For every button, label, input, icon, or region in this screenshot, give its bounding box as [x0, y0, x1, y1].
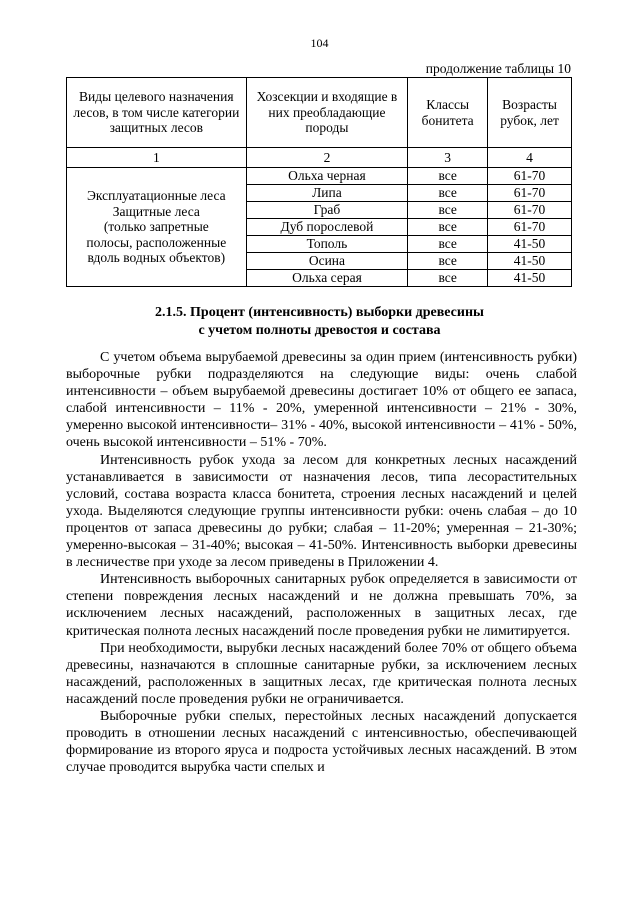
species-cell: Дуб порослевой	[246, 219, 408, 236]
section-heading-line: с учетом полноты древостоя и состава	[198, 323, 441, 338]
paragraph: Интенсивность выборочных санитарных рубок определяется в зависимости от степени повреждения лесных насаждений и не должна превышать 70%, за исключением лесных насаждений, расположенных в защитных лесах, где критическая полнота лесных насаждений после проведения рубки не лимитируется.	[66, 572, 577, 639]
age-cell: 61-70	[488, 168, 572, 185]
species-cell: Осина	[246, 253, 408, 270]
bonitet-cell: все	[408, 253, 488, 270]
species-cell: Ольха черная	[246, 168, 408, 185]
column-number-row	[67, 148, 572, 168]
age-cell: 61-70	[488, 185, 572, 202]
header-purpose: Виды целевого назначения лесов, в том числе категории защитных лесов	[67, 78, 247, 148]
category-line: (только запретные	[103, 219, 209, 235]
age-cell: 41-50	[488, 270, 572, 287]
forest-category-cell	[67, 168, 247, 287]
species-cell: Липа	[246, 185, 408, 202]
forest-table	[66, 77, 572, 287]
species-cell: Граб	[246, 202, 408, 219]
paragraph: Выборочные рубки спелых, перестойных лесных насаждений допускается проводить в отношении лесных насаждений с интенсивностью, обеспечивающей формирование из второго яруса и подроста устойчивых лесных насаждений. В этом случае проводится вырубка части спелых и	[66, 708, 577, 776]
bonitet-cell: все	[408, 185, 488, 202]
species-cell: Тополь	[246, 236, 408, 253]
column-number: 3	[408, 148, 488, 168]
age-cell: 41-50	[488, 236, 572, 253]
table-header-row	[67, 78, 572, 148]
age-cell: 61-70	[488, 202, 572, 219]
column-number: 2	[246, 148, 408, 168]
age-cell: 41-50	[488, 253, 572, 270]
category-line: полосы, расположенные	[86, 234, 227, 250]
paragraph: При необходимости, вырубки лесных насаждений более 70% от общего объема древесины, назначаются в сплошные санитарные рубки, за исключением лесных насаждений, расположенных в защитных лесах, где критическая полнота лесных насаждений после проведения рубки не ограничивается.	[66, 640, 577, 707]
paragraph: Интенсивность рубок ухода за лесом для конкретных лесных насаждений устанавливается в зависимости от назначения лесов, типа лесорастительных условий, состава возраста класса бонитета, строения лесных насаждений и целей ухода. Выделяются следующие группы интенсивности рубки: очень слабая – до 10 процентов от запаса древесины до рубки; слабая – 11-20%; умеренная – 21-30%; умеренно-высокая – 31-40%; высокая – 41-50%. Интенсивность выборки древесины в лесничестве при уходе за лесом приведены в Приложении 4.	[66, 452, 577, 571]
page-number: 104	[310, 36, 329, 50]
section-heading	[0, 304, 639, 340]
column-number: 1	[67, 148, 247, 168]
body-text	[66, 349, 577, 776]
table-row	[67, 168, 572, 185]
table-continuation-label: продолжение таблицы 10	[425, 61, 571, 76]
header-species: Хозсекции и входящие в них преобладающие породы	[246, 78, 408, 148]
section-heading-line: 2.1.5. Процент (интенсивность) выборки древесины	[155, 305, 484, 320]
bonitet-cell: все	[408, 236, 488, 253]
category-line: Эксплуатационные леса	[86, 188, 226, 204]
column-number: 4	[488, 148, 572, 168]
bonitet-cell: все	[408, 219, 488, 236]
species-cell: Ольха серая	[246, 270, 408, 287]
bonitet-cell: все	[408, 168, 488, 185]
age-cell: 61-70	[488, 219, 572, 236]
category-line: вдоль водных объектов)	[87, 250, 226, 266]
bonitet-cell: все	[408, 202, 488, 219]
header-bonitet: Классы бонитета	[408, 78, 488, 148]
bonitet-cell: все	[408, 270, 488, 287]
paragraph: С учетом объема вырубаемой древесины за один прием (интенсивность рубки) выборочные рубки подразделяются на следующие виды: очень слабой интенсивности – объем вырубаемой древесины достигает 10% от общего ее запаса, слабой интенсивности – 11% - 20%, умеренной интенсивности – 21% - 30%, умеренно высокой интенсивности– 31% - 40%, высокой интенсивности – 41% - 50%, очень высокой интенсивности – 51% - 70%.	[66, 350, 577, 451]
header-age: Возрасты рубок, лет	[488, 78, 572, 148]
category-line: Защитные леса	[112, 203, 200, 219]
